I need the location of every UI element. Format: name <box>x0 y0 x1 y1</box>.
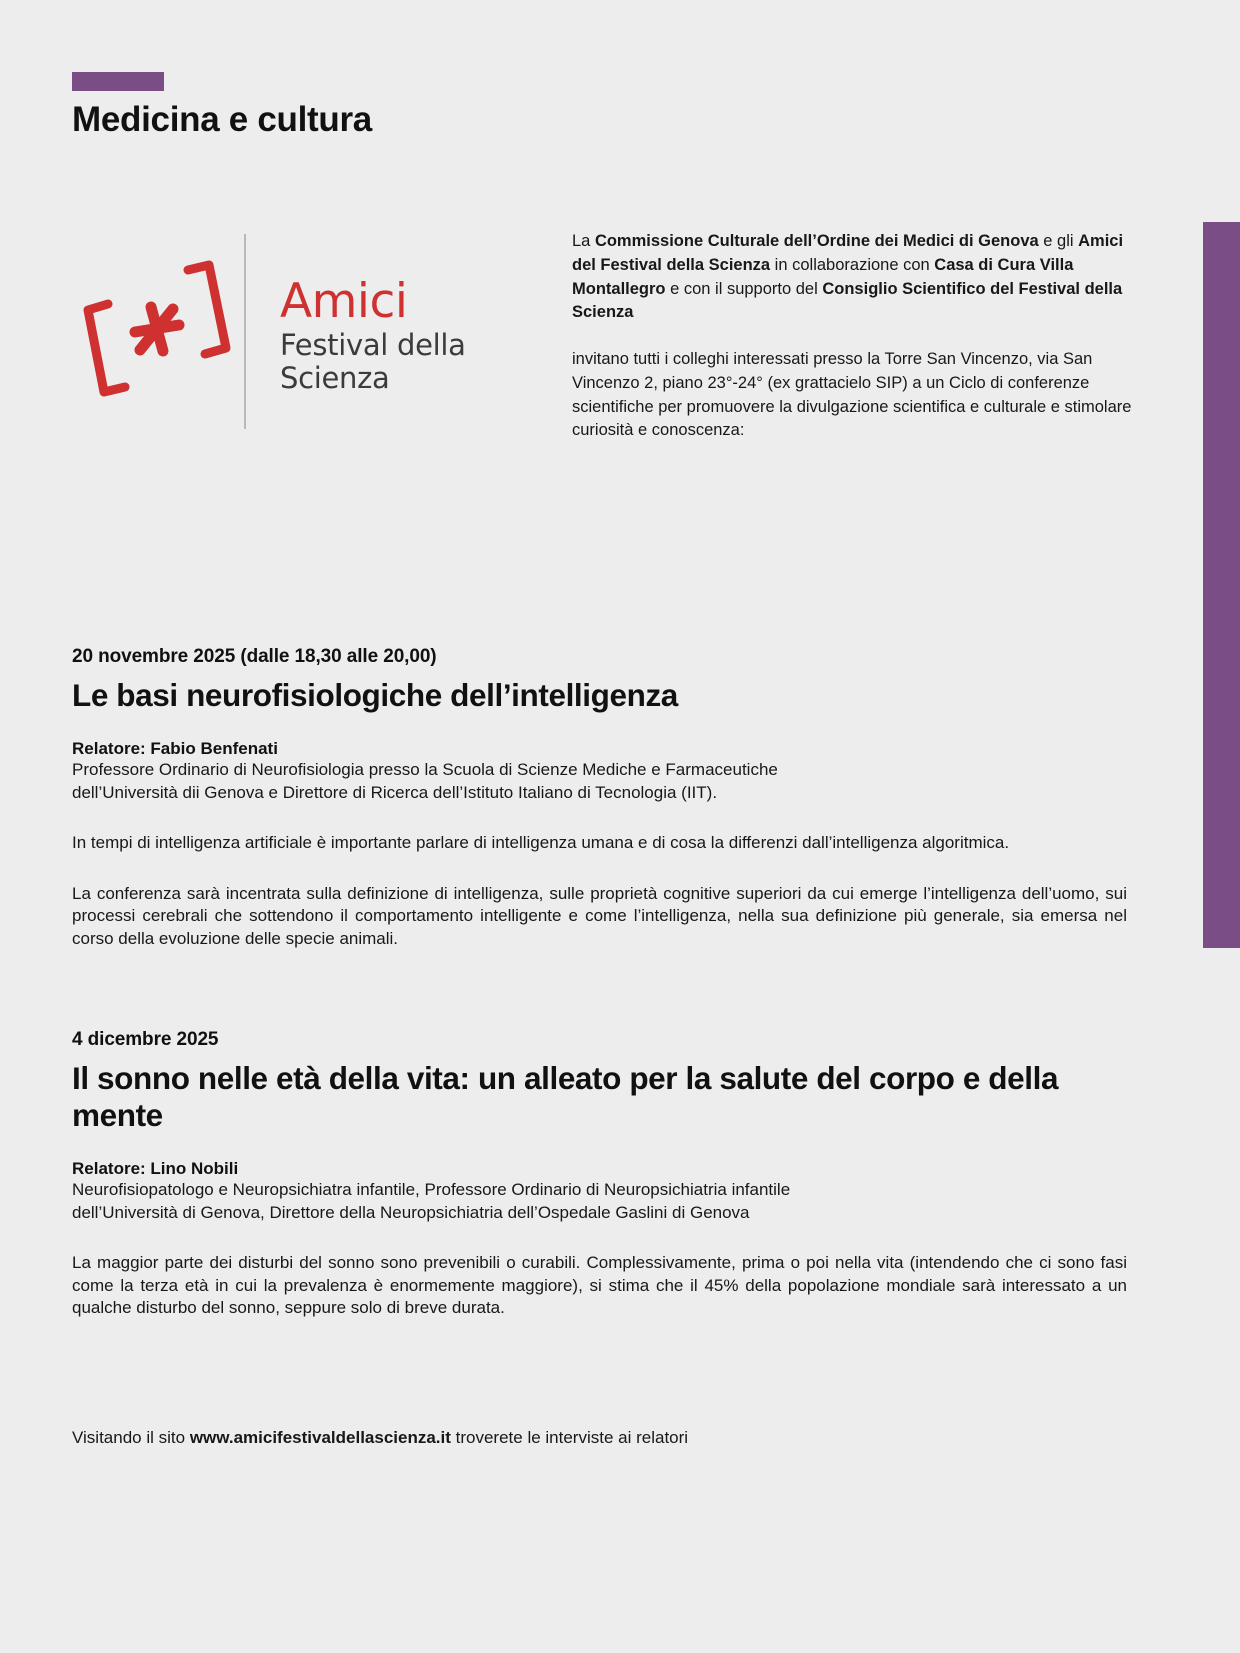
intro-text <box>572 222 1132 443</box>
intro-run: e gli <box>1038 232 1079 250</box>
conference-speaker: Relatore: Lino Nobili <box>72 1159 239 1179</box>
logo-and-intro-band <box>72 222 1132 443</box>
intro-emphasis: Casa di Cura Villa Montallegro <box>572 255 1074 298</box>
intro-emphasis: Commissione Culturale dell’Ordine dei Medici di Genova <box>594 232 1039 250</box>
conference-bio-line-2: dell’Università di Genova, Direttore della Neuropsichiatria dell’Ospedale Gaslini di Genova <box>72 1202 750 1222</box>
footer-text-before: Visitando il sito <box>72 1428 190 1447</box>
intro-paragraph-invitation: invitano tutti i colleghi interessati presso la Torre San Vincenzo, via San Vincenzo 2, piano 23°-24° (ex grattacielo SIP) a un Ciclo di conferenze scientifiche per promuovere la divulgazione scientifica e culturale e stimolare curiosità e conoscenza: <box>572 350 1132 440</box>
intro-run: in collaborazione con <box>770 255 935 274</box>
conference-bio-line-2: dell’Università dii Genova e Direttore di Ricerca dell’Istituto Italiano di Tecnologia (IIT). <box>72 782 718 802</box>
intro-spacer <box>572 325 1132 348</box>
conference-title: Il sonno nelle età della vita: un alleato per la salute del corpo e della mente <box>72 1060 1059 1134</box>
footer-note <box>72 1428 1132 1448</box>
conference-speaker: Relatore: Fabio Benfenati <box>72 739 278 759</box>
conference-bio-line-1: Professore Ordinario di Neurofisiologia presso la Scuola di Scienze Mediche e Farmaceutiche <box>72 760 778 780</box>
conference-paragraph-2: La conferenza sarà incentrata sulla definizione di intelligenza, sulle proprietà cognitive superiori da cui emerge l’intelligenza dell’uomo, sui processi cerebrali che sottendono il comportamento intelligente e come l’intelligenza, nella sua definizione più generale, sia emersa nel corso della evoluzione delle specie animali. <box>72 883 1127 948</box>
conference-section-1 <box>72 646 1127 950</box>
header-accent-rule <box>72 72 164 91</box>
conference-bio-line-1: Neurofisiopatologo e Neuropsichiatra infantile, Professore Ordinario di Neuropsichiatria infantile <box>72 1180 791 1200</box>
logo-divider <box>244 234 246 429</box>
page-header <box>72 72 1132 139</box>
accent-side-bar <box>1203 222 1240 948</box>
logo-name: Amici <box>280 273 408 329</box>
bracket-asterisk-icon <box>72 252 244 412</box>
intro-emphasis: Amici del Festival della Scienza <box>572 232 1124 274</box>
conference-title: Le basi neurofisiologiche dell’intelligenza <box>72 677 678 713</box>
conference-paragraph-1: La maggior parte dei disturbi del sonno sono prevenibili o curabili. Complessivamente, prima o poi nella vita (intendendo che ci sono fasi come la terza età in cui la prevalenza è enormemente maggiore), si stima che il 45% della popolazione mondiale sarà interessato a un qualche disturbo del sonno, seppure solo di breve durata. <box>72 1253 1127 1318</box>
intro-run: La <box>572 232 595 250</box>
intro-emphasis: Consiglio Scientifico del Festival della Scienza <box>572 279 1123 322</box>
logo-wordmark <box>280 268 572 396</box>
logo-subtitle: Festival della Scienza <box>280 327 466 395</box>
conference-section-2 <box>72 1029 1127 1320</box>
amici-logo <box>72 222 572 429</box>
conference-date: 4 dicembre 2025 <box>72 1029 219 1050</box>
footer-website[interactable]: www.amicifestivaldellascienza.it <box>189 1428 451 1447</box>
conference-paragraph-1: In tempi di intelligenza artificiale è importante parlare di intelligenza umana e di cosa la differenzi dall’intelligenza algoritmica. <box>72 833 1010 853</box>
intro-paragraph-organizers <box>572 230 1132 325</box>
conference-date: 20 novembre 2025 (dalle 18,30 alle 20,00) <box>72 646 437 667</box>
footer-text-after: troverete le interviste ai relatori <box>450 1428 689 1447</box>
page-title: Medicina e cultura <box>72 100 372 139</box>
intro-run: e con il supporto del <box>665 279 823 298</box>
